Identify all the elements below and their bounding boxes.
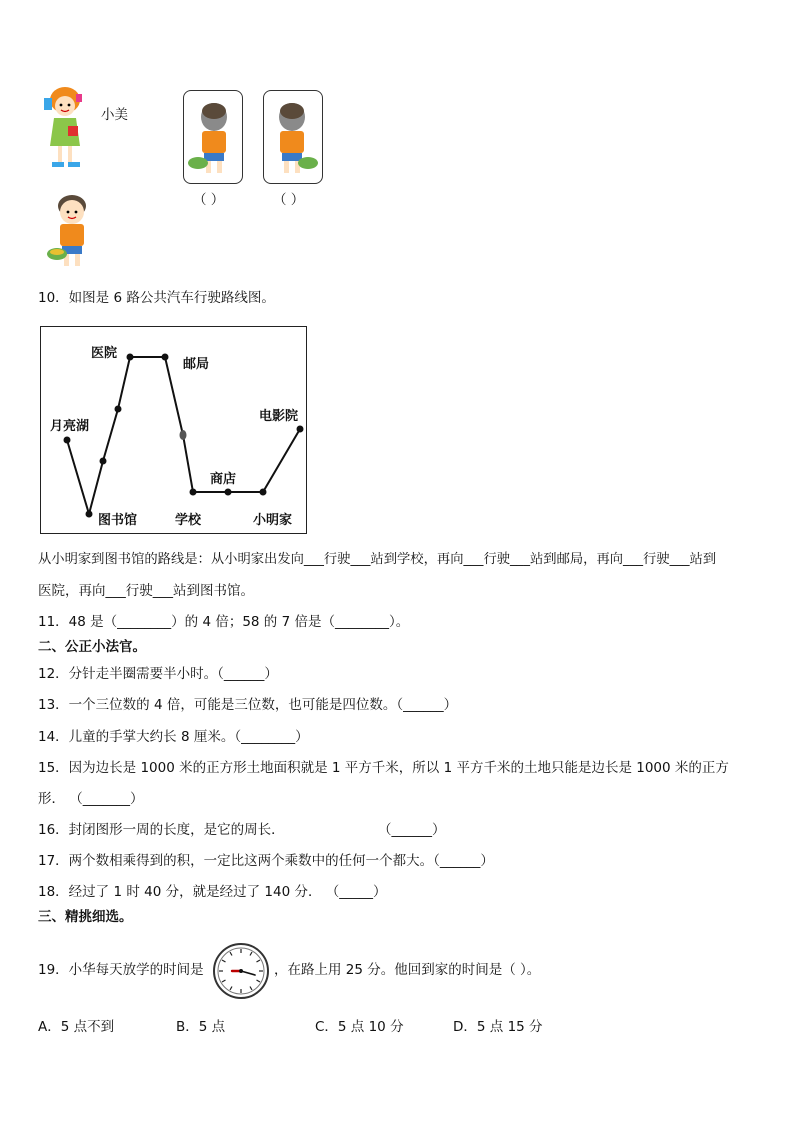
q14-text: 14．儿童的手掌大约长 8 厘米。（________）	[38, 729, 309, 745]
stop-shop	[225, 489, 232, 496]
section-3-heading: 三、精挑细选。	[38, 909, 133, 925]
boy-back-card-2	[263, 90, 323, 184]
stop-mid-1	[100, 458, 107, 465]
q19-option-a[interactable]: A．5 点不到	[38, 1019, 115, 1035]
girl-name-label: 小美	[101, 107, 128, 123]
stop-moon-lake	[64, 437, 71, 444]
stop-hospital	[127, 354, 134, 361]
stop-post-office	[162, 354, 169, 361]
girl-illustration	[40, 84, 90, 176]
q17-text: 17．两个数相乘得到的积，一定比这两个乘数中的任何一个都大。（______）	[38, 853, 494, 869]
q10-answer-line-2: 医院，再向___行驶___站到图书馆。	[38, 583, 254, 599]
stop-library	[86, 511, 93, 518]
q18-text: 18．经过了 1 时 40 分，就是经过了 140 分． （_____）	[38, 884, 387, 900]
q13-text: 13．一个三位数的 4 倍，可能是三位数，也可能是四位数。（______）	[38, 697, 458, 713]
q16-text: 16．封闭图形一周的长度，是它的周长．	[38, 822, 285, 838]
clock-icon	[212, 942, 270, 1000]
label-school: 学校	[175, 513, 202, 528]
label-library: 图书馆	[98, 513, 138, 528]
q19-option-d[interactable]: D．5 点 15 分	[453, 1019, 543, 1035]
label-xiaoming-home: 小明家	[253, 513, 293, 528]
stop-cinema	[297, 426, 304, 433]
stop-mid-3	[180, 430, 187, 440]
q10-answer-line-1: 从小明家到图书馆的路线是：从小明家出发向___行驶___站到学校，再向___行驶___站到邮局，再向___行驶___站到	[38, 552, 717, 567]
boy-back-card-1	[183, 90, 243, 184]
q19-text-before-clock: 19．小华每天放学的时间是	[38, 962, 204, 978]
label-post-office: 邮局	[183, 357, 210, 372]
stop-school	[190, 489, 197, 496]
stop-xiaoming-home	[260, 489, 267, 496]
q16-answer-blank[interactable]: （______）	[378, 822, 446, 838]
card-1-answer-bracket[interactable]: （ ）	[193, 192, 225, 208]
q15-line-2: 形． （_______）	[38, 791, 144, 807]
label-hospital: 医院	[91, 346, 118, 361]
q11-text: 11．48 是（________）的 4 倍；58 的 7 倍是（________）。	[38, 614, 410, 630]
q12-text: 12．分针走半圈需要半小时。（______）	[38, 666, 278, 682]
q10-text: 10．如图是 6 路公共汽车行驶路线图。	[38, 290, 275, 306]
q19-text-after-clock: ，在路上用 25 分。他回到家的时间是（ ）。	[274, 962, 541, 978]
boy-illustration	[46, 192, 96, 272]
bus-route-map	[40, 326, 307, 534]
card-2-answer-bracket[interactable]: （ ）	[273, 192, 305, 208]
stop-mid-2	[115, 406, 122, 413]
label-shop: 商店	[210, 472, 237, 487]
section-2-heading: 二、公正小法官。	[38, 639, 146, 655]
label-cinema: 电影院	[259, 409, 299, 424]
label-moon-lake: 月亮湖	[50, 419, 90, 434]
q19-option-b[interactable]: B．5 点	[176, 1019, 226, 1035]
q19-option-c[interactable]: C．5 点 10 分	[315, 1019, 404, 1035]
q15-line-1: 15．因为边长是 1000 米的正方形土地面积就是 1 平方千米，所以 1 平方千米的土地只能是边长是 1000 米的正方	[38, 760, 729, 776]
